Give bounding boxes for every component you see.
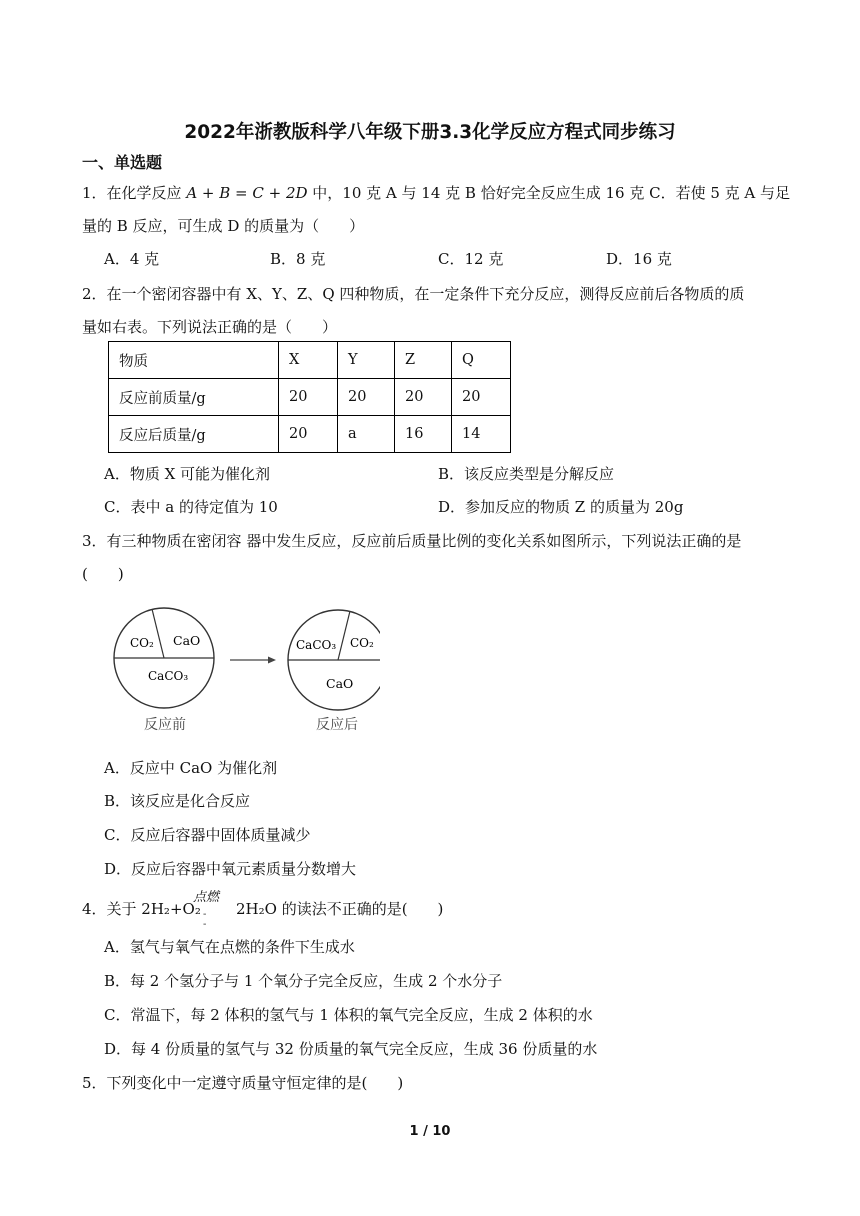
after-cao-label: CaO — [326, 676, 354, 691]
table-header-cell: Z — [395, 342, 452, 379]
q2-option-c[interactable]: C．表中 a 的待定值为 10 — [104, 498, 278, 516]
q2-option-a[interactable]: A．物质 X 可能为催化剂 — [104, 465, 271, 483]
table-row — [109, 342, 511, 379]
before-co2-label: CO₂ — [130, 636, 154, 650]
q5-stem-line1: 5．下列变化中一定遵守质量守恒定律的是( ) — [82, 1074, 404, 1092]
table-cell: 20 — [338, 379, 395, 416]
q2-stem-line1: 2．在一个密闭容器中有 X、Y、Z、Q 四种物质，在一定条件下充分反应，测得反应前后各物质的质 — [82, 285, 745, 303]
table-cell: 20 — [395, 379, 452, 416]
table-row — [109, 379, 511, 416]
q3-reaction-figure — [100, 598, 380, 742]
table-cell: 20 — [279, 416, 338, 453]
q3-option-d[interactable]: D．反应后容器中氧元素质量分数增大 — [104, 860, 357, 878]
table-cell: 16 — [395, 416, 452, 453]
q1-stem-post: 中，10 克 A 与 14 克 B 恰好完全反应生成 16 克 C．若使 5 克 A 与足 — [307, 184, 791, 202]
before-caco3-label: CaCO₃ — [148, 669, 189, 683]
table-cell: 20 — [279, 379, 338, 416]
q2-stem-line2: 量如右表。下列说法正确的是（ ） — [82, 318, 338, 336]
arrow-head-icon — [268, 657, 276, 664]
q3-option-c[interactable]: C．反应后容器中固体质量减少 — [104, 826, 311, 844]
q3-option-a[interactable]: A．反应中 CaO 为催化剂 — [104, 759, 278, 777]
q1-equation: A + B = C + 2D — [186, 184, 308, 202]
q2-option-b[interactable]: B．该反应类型是分解反应 — [438, 465, 615, 483]
table-header-cell: Q — [452, 342, 511, 379]
after-co2-label: CO₂ — [350, 636, 374, 650]
after-caption: 反应后 — [316, 717, 358, 733]
before-divider — [152, 609, 164, 658]
table-cell: 反应后质量/g — [109, 416, 279, 453]
q1-option-b[interactable]: B．8 克 — [270, 250, 326, 268]
q1-option-d[interactable]: D．16 克 — [606, 250, 672, 268]
q4-option-a[interactable]: A．氢气与氧气在点燃的条件下生成水 — [104, 938, 355, 956]
table-cell: 14 — [452, 416, 511, 453]
q2-data-table — [108, 341, 511, 453]
q4-stem-pre: 4．关于 2H₂+O₂ — [82, 900, 201, 918]
q4-option-d[interactable]: D．每 4 份质量的氢气与 32 份质量的氧气完全反应，生成 36 份质量的水 — [104, 1040, 598, 1058]
q1-option-c[interactable]: C．12 克 — [438, 250, 504, 268]
table-cell: 20 — [452, 379, 511, 416]
q3-option-b[interactable]: B．该反应是化合反应 — [104, 792, 251, 810]
page-title: 2022年浙教版科学八年级下册3.3化学反应方程式同步练习 — [184, 122, 676, 143]
q1-stem-line1 — [82, 182, 790, 203]
q4-stem-post: 2H₂O 的读法不正确的是( ) — [236, 900, 444, 918]
before-caption: 反应前 — [144, 717, 186, 733]
table-cell: a — [338, 416, 395, 453]
section-heading: 一、单选题 — [82, 153, 163, 172]
q4-condition-label: 点燃 — [193, 890, 220, 905]
q3-stem-line1: 3．有三种物质在密闭容 器中发生反应，反应前后质量比例的变化关系如图所示，下列说法正确的是 — [82, 532, 742, 550]
after-divider — [338, 611, 350, 660]
q1-option-a[interactable]: A．4 克 — [104, 250, 160, 268]
q2-option-d[interactable]: D．参加反应的物质 Z 的质量为 20g — [438, 498, 684, 516]
table-row — [109, 416, 511, 453]
table-header-cell: Y — [338, 342, 395, 379]
q3-stem-line2: ( ) — [82, 565, 124, 583]
q1-stem-pre: 1．在化学反应 — [82, 184, 187, 202]
q4-option-b[interactable]: B．每 2 个氢分子与 1 个氧分子完全反应，生成 2 个水分子 — [104, 972, 503, 990]
table-cell: 反应前质量/g — [109, 379, 279, 416]
table-header-cell: 物质 — [109, 342, 279, 379]
q4-option-c[interactable]: C．常温下，每 2 体积的氢气与 1 体积的氧气完全反应，生成 2 体积的水 — [104, 1006, 593, 1024]
after-caco3-label: CaCO₃ — [296, 638, 337, 652]
table-header-cell: X — [279, 342, 338, 379]
q4-reaction-arrow-mark: - - — [203, 909, 207, 930]
page-number: 1 / 10 — [409, 1124, 451, 1139]
before-cao-label: CaO — [173, 633, 201, 648]
q1-stem-line2: 量的 B 反应，可生成 D 的质量为（ ） — [82, 217, 365, 235]
